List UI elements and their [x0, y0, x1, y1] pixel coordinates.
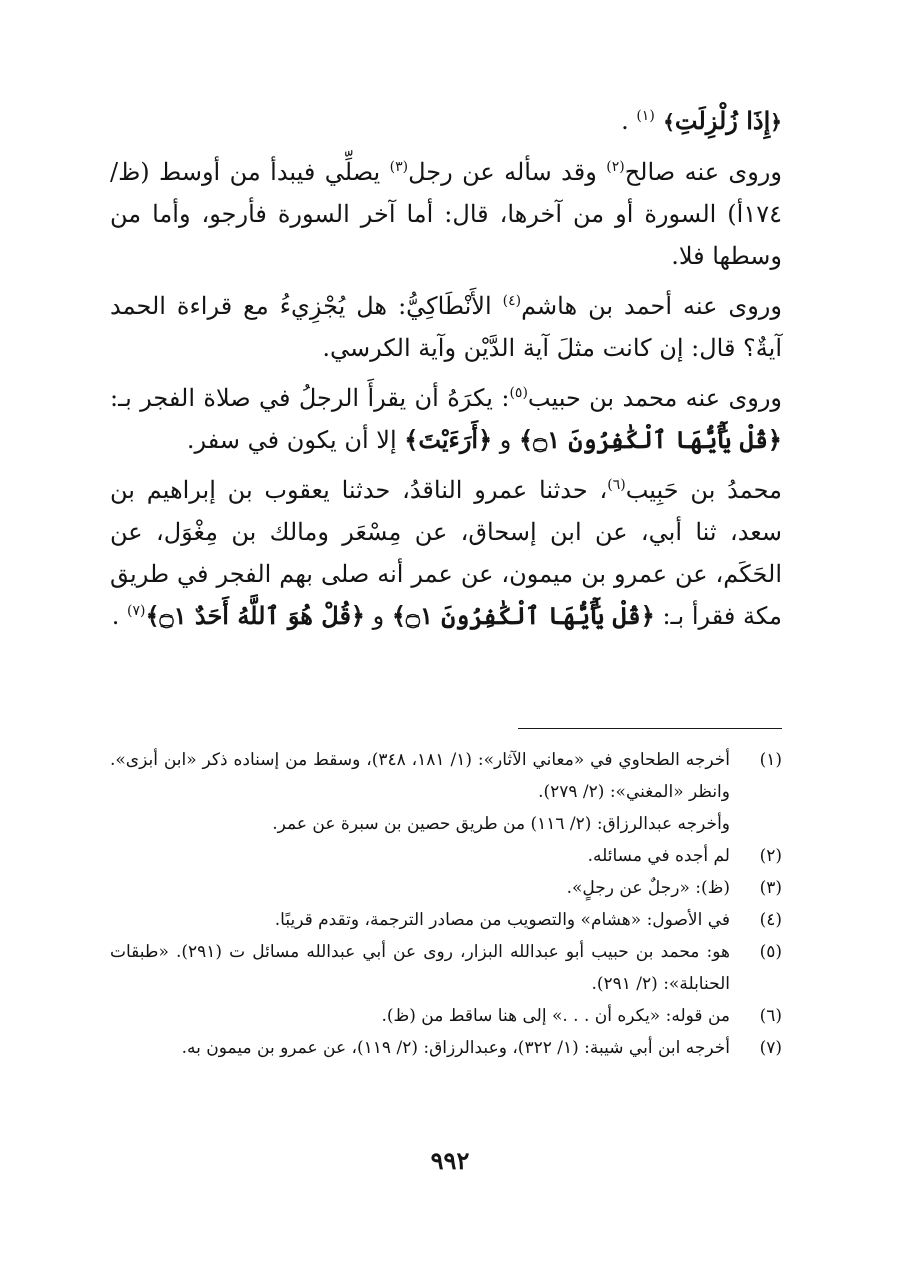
footnote-3 — [110, 872, 782, 904]
footnote-1-continuation: وأخرجه عبدالرزاق: (٢/ ١١٦) من طريق حصين بن سبرة عن عمر. — [272, 814, 730, 834]
footnote-marker-7: (٧) — [127, 603, 146, 619]
main-text — [110, 100, 782, 645]
paragraph-text: محمدُ بن حَبِيب — [625, 476, 782, 504]
footnote-4 — [110, 904, 782, 936]
footnote-marker-6: (٦) — [607, 477, 626, 493]
footnote-number: (٢) — [759, 846, 782, 866]
paragraph-text: وقد سأله عن رجل — [408, 158, 607, 186]
page-number: ٩٩٢ — [430, 1146, 470, 1175]
footnote-number: (٦) — [759, 1006, 782, 1026]
paragraph-salih — [110, 151, 782, 277]
footnote-text: في الأصول: «هشام» والتصويب من مصادر الترجمة، وتقدم قريبًا. — [274, 910, 730, 930]
footnote-6 — [110, 1000, 782, 1032]
footnote-number: (٥) — [759, 942, 782, 962]
footnote-number: (٧) — [759, 1038, 782, 1058]
footnote-text: أخرجه الطحاوي في «معاني الآثار»: (١/ ١٨١، ٣٤٨)، وسقط من إسناده ذكر «ابن أبزى». وانظر «المغني»: (٢/ ٢٧٩). — [110, 750, 731, 802]
footnote-7 — [110, 1032, 782, 1064]
footnote-2 — [110, 840, 782, 872]
verse-open-bracket: ﴿ — [770, 110, 782, 134]
paragraph-text: الأَنْطَاكِيُّ: هل يُجْزِيءُ مع قراءة الحمد آيةٌ؟ قال: إن كانت مثلَ آية الدَّيْن وآية الكرسي. — [110, 292, 782, 362]
footnote-1 — [110, 744, 782, 808]
footnote-marker-1: (١) — [636, 108, 655, 124]
footnote-number: (٤) — [759, 910, 782, 930]
verse-text: إِذَا زُلْزِلَتِ — [674, 106, 771, 135]
paragraph-text: يصلِّي فيبدأ من أوسط (ظ/١٧٤أ) السورة أو من آخرها، قال: أما آخر السورة فأرجو، وأما من وسطها فلا. — [110, 158, 782, 270]
verse-kafirun: ﴿قُلْ يَٰٓأَيُّهَا ٱلْكَٰفِرُونَ ۝١﴾ — [519, 425, 782, 454]
footnote-text: هو: محمد بن حبيب أبو عبدالله البزار، روى عن أبي عبدالله مسائل ت (٢٩١). «طبقات الحنابلة»: (٢/ ٢٩١). — [110, 942, 730, 994]
verse-ikhlas: ﴿قُلْ هُوَ ٱللَّهُ أَحَدٌ ۝١﴾ — [145, 601, 365, 630]
paragraph-text: إلا أن يكون في سفر. — [186, 426, 405, 454]
verse-close-bracket: ﴾ — [663, 110, 675, 134]
footnote-marker-4: (٤) — [502, 293, 522, 309]
footnote-text: لم أجده في مسائله. — [587, 846, 730, 866]
paragraph-text: وروى عنه أحمد بن هاشم — [521, 292, 782, 320]
footnote-text: (ظ): «رجلٌ عن رجلٍ». — [566, 878, 730, 898]
paragraph-text: وروى عنه محمد بن حبيب — [527, 384, 783, 412]
opening-verse-line — [110, 100, 782, 143]
verse-araayta: ﴿أَرَءَيْتَ﴾ — [404, 425, 493, 454]
line-end: . — [111, 602, 128, 630]
footnote-marker-5: (٥) — [509, 385, 528, 401]
paragraph-isnad — [110, 469, 782, 637]
footnote-text: من قوله: «يكره أن . . .» إلى هنا ساقط من (ظ). — [381, 1006, 730, 1026]
footnote-marker-3: (٣) — [389, 159, 409, 175]
paragraph-text: وروى عنه صالح — [624, 158, 782, 186]
footnote-5 — [110, 936, 782, 1000]
verse-reference — [655, 106, 782, 135]
footnote-text: أخرجه ابن أبي شيبة: (١/ ٣٢٢)، وعبدالرزاق: (٢/ ١١٩)، عن عمرو بن ميمون به. — [181, 1038, 730, 1058]
conjunction: و — [364, 602, 392, 630]
footnote-number: (١) — [759, 750, 782, 770]
paragraph-ahmad-hashim — [110, 285, 782, 369]
verse-kafirun: ﴿قُلْ يَٰٓأَيُّهَا ٱلْكَٰفِرُونَ ۝١﴾ — [391, 601, 655, 630]
footnotes — [110, 744, 782, 1064]
conjunction: و — [492, 426, 520, 454]
footnote-marker-2: (٢) — [606, 159, 625, 175]
footnote-separator — [518, 728, 782, 729]
line-end: . — [621, 107, 637, 135]
footnote-number: (٣) — [759, 878, 782, 898]
paragraph-text: : يكرَهُ أن يقرأَ الرجلُ في صلاة الفجر بـ: — [110, 384, 510, 412]
paragraph-muhammad-habib — [110, 377, 782, 461]
paragraph-text: ، حدثنا عمرو الناقدُ، حدثنا يعقوب بن إبراهيم بن سعد، ثنا أبي، عن ابن إسحاق، عن مِسْعَر ومالك بن مِغْوَل، عن الحَكَم، عن عمرو بن ميمون، عن عمر أنه صلى بهم الفجر في طريق مكة فقرأ بـ: — [110, 476, 782, 630]
